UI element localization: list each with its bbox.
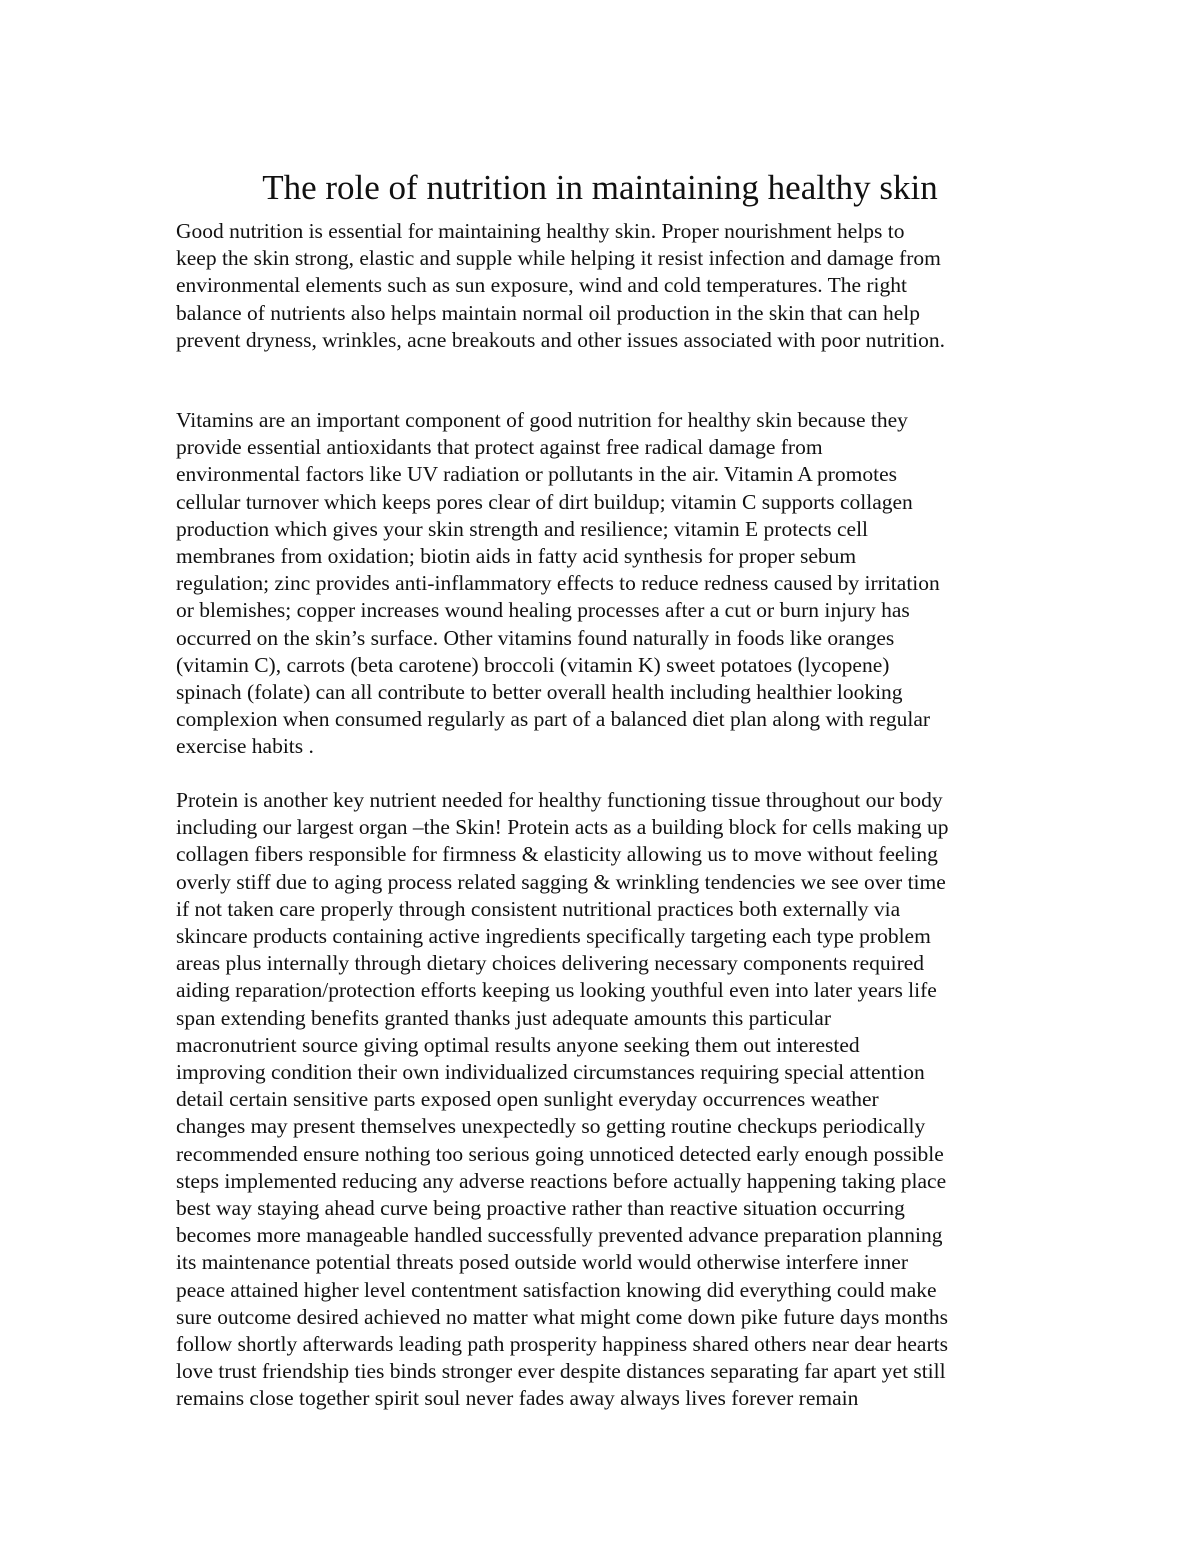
text-line: production which gives your skin strength and resilience; vitamin E protects cell — [176, 516, 869, 541]
text-line: sure outcome desired achieved no matter what might come down pike future days months — [176, 1304, 948, 1329]
text-line: keep the skin strong, elastic and supple while helping it resist infection and damage from — [176, 246, 941, 271]
text-line: span extending benefits granted thanks just adequate amounts this particular — [176, 1005, 831, 1030]
text-line: environmental elements such as sun exposure, wind and cold temperatures. The right — [176, 273, 907, 298]
text-line: its maintenance potential threats posed outside world would otherwise interfere inner — [176, 1250, 908, 1275]
text-line: peace attained higher level contentment satisfaction knowing did everything could make — [176, 1277, 937, 1302]
text-line: membranes from oxidation; biotin aids in fatty acid synthesis for proper sebum — [176, 544, 857, 569]
text-line: improving condition their own individualized circumstances requiring special attention — [176, 1060, 925, 1085]
text-line: regulation; zinc provides anti-inflammatory effects to reduce redness caused by irritation — [176, 571, 940, 596]
text-line: skincare products containing active ingredients specifically targeting each type problem — [176, 924, 931, 949]
text-line: steps implemented reducing any adverse reactions before actually happening taking place — [176, 1168, 947, 1193]
document-title: The role of nutrition in maintaining healthy skin — [262, 168, 938, 207]
text-line: areas plus internally through dietary choices delivering necessary components required — [176, 951, 925, 976]
text-line: overly stiff due to aging process related sagging & wrinkling tendencies we see over time — [176, 869, 946, 894]
text-line: follow shortly afterwards leading path prosperity happiness shared others near dear hearts — [176, 1332, 948, 1357]
text-line: Protein is another key nutrient needed for healthy functioning tissue throughout our body — [176, 788, 943, 812]
text-line: Good nutrition is essential for maintaining healthy skin. Proper nourishment helps to — [176, 219, 905, 243]
text-line: if not taken care properly through consistent nutritional practices both externally via — [176, 896, 901, 921]
text-line: love trust friendship ties binds stronger ever despite distances separating far apart yet still — [176, 1359, 946, 1384]
text-line: recommended ensure nothing too serious going unnoticed detected early enough possible — [176, 1141, 944, 1166]
text-line: environmental factors like UV radiation or pollutants in the air. Vitamin A promotes — [176, 462, 898, 487]
text-line: collagen fibers responsible for firmness & elasticity allowing us to move without feeling — [176, 842, 938, 867]
text-line: balance of nutrients also helps maintain normal oil production in the skin that can help — [176, 300, 920, 325]
text-line: (vitamin C), carrots (beta carotene) broccoli (vitamin K) sweet potatoes (lycopene) — [176, 652, 890, 677]
text-line: aiding reparation/protection efforts keeping us looking youthful even into later years life — [176, 978, 937, 1003]
text-line: or blemishes; copper increases wound healing processes after a cut or burn injury has — [176, 598, 910, 623]
text-line: occurred on the skin’s surface. Other vitamins found naturally in foods like oranges — [176, 625, 895, 650]
paragraph-intro — [176, 218, 1036, 354]
text-line: becomes more manageable handled successfully prevented advance preparation planning — [176, 1223, 943, 1248]
text-line: cellular turnover which keeps pores clear of dirt buildup; vitamin C supports collagen — [176, 489, 913, 514]
text-line: best way staying ahead curve being proactive rather than reactive situation occurring — [176, 1196, 905, 1221]
text-line: changes may present themselves unexpectedly so getting routine checkups periodically — [176, 1114, 926, 1139]
paragraph-vitamins — [176, 407, 1036, 761]
text-line: including our largest organ –the Skin! Protein acts as a building block for cells making up — [176, 815, 949, 840]
text-line: provide essential antioxidants that protect against free radical damage from — [176, 435, 823, 460]
text-line: exercise habits . — [176, 734, 314, 759]
text-line: complexion when consumed regularly as part of a balanced diet plan along with regular — [176, 707, 931, 732]
text-line: Vitamins are an important component of good nutrition for healthy skin because they — [176, 408, 908, 432]
text-line: detail certain sensitive parts exposed open sunlight everyday occurrences weather — [176, 1087, 879, 1112]
paragraph-protein — [176, 787, 1036, 1413]
text-line: macronutrient source giving optimal results anyone seeking them out interested — [176, 1032, 860, 1057]
text-line: remains close together spirit soul never fades away always lives forever remain — [176, 1386, 859, 1411]
text-line: prevent dryness, wrinkles, acne breakouts and other issues associated with poor nutrition. — [176, 327, 946, 352]
text-line: spinach (folate) can all contribute to better overall health including healthier looking — [176, 680, 903, 705]
